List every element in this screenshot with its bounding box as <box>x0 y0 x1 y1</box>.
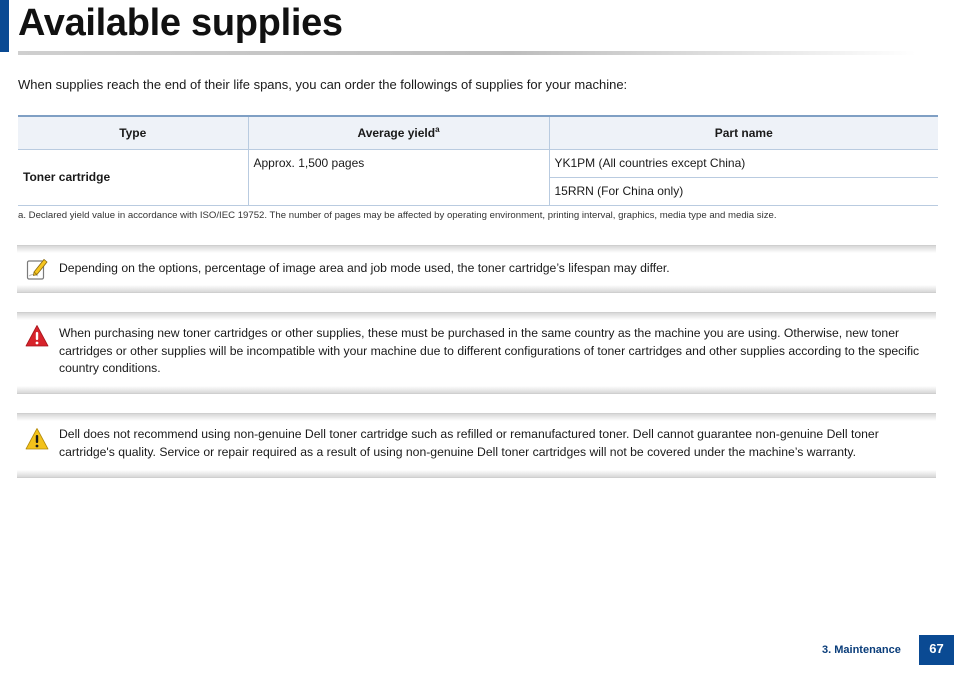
header-part-name: Part name <box>549 116 938 149</box>
caution-yellow-icon <box>25 427 49 451</box>
note-text: Depending on the options, percentage of image area and job mode used, the toner cartridge’s lifespan may differ. <box>59 261 670 275</box>
footer-chapter: 3. Maintenance <box>822 644 901 656</box>
warning-text: When purchasing new toner cartridges or other supplies, these must be purchased in the same country as the machine you are using. Otherwise, new toner cartridges or other supplies will be incompatible with your machine due to different configurations of toner cartridges and other supplies according to the specific country conditions. <box>59 326 920 375</box>
page-number: 67 <box>919 635 954 665</box>
title-accent-bar <box>0 0 9 52</box>
table-row <box>18 149 938 177</box>
cell-yield: Approx. 1,500 pages <box>248 149 549 205</box>
header-yield-label: Average yield <box>357 125 436 140</box>
warning-red-icon <box>25 324 49 348</box>
header-type: Type <box>18 116 248 149</box>
cell-part-name: YK1PM (All countries except China) <box>549 149 938 177</box>
cell-part-name: 15RRN (For China only) <box>549 177 938 205</box>
supplies-table <box>18 115 938 206</box>
footnote-mark: a <box>435 124 440 134</box>
cell-type: Toner cartridge <box>18 149 248 205</box>
intro-text: When supplies reach the end of their life spans, you can order the followings of supplies for your machine: <box>18 77 628 92</box>
table-footnote: a. Declared yield value in accordance with ISO/IEC 19752. The number of pages may be affected by operating environment, printing interval, graphics, media type and media size. <box>18 210 777 221</box>
note-pencil-icon <box>25 257 49 281</box>
caution-text: Dell does not recommend using non-genuine Dell toner cartridge such as refilled or remanufactured toner. Dell cannot guarantee non-genuine Dell toner cartridge's quality. Service or repair required as a result of using non-genuine Dell toner cartridges will not be covered under the machine’s warranty. <box>59 427 879 459</box>
caution-box <box>17 413 936 478</box>
warning-box <box>17 312 936 394</box>
header-average-yield <box>248 116 549 149</box>
title-divider <box>18 51 916 55</box>
table-header-row <box>18 116 938 149</box>
page-title: Available supplies <box>18 2 343 44</box>
note-box <box>17 245 936 293</box>
